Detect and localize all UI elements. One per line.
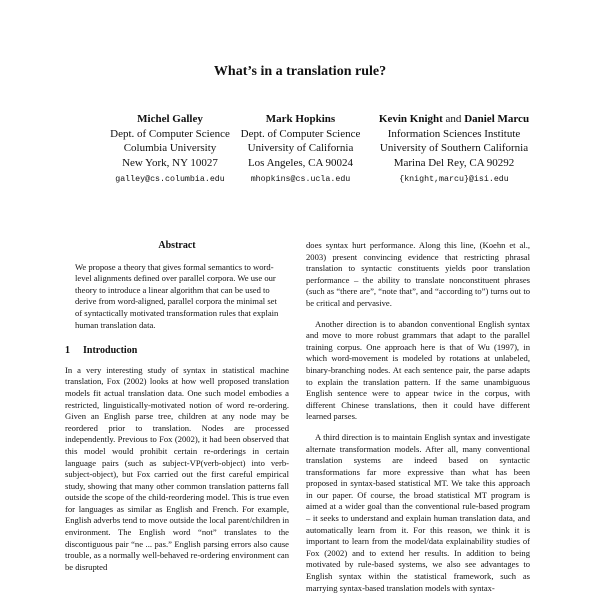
- section-heading-introduction: [65, 345, 289, 357]
- author-affiliation: Dept. of Computer Science: [240, 127, 361, 140]
- intro-paragraph-1: In a very interesting study of syntax in statistical machine translation, Fox (2002) looks at how well proposed translation models fit actual translation data. One such model embodies a restricted, linguistically-motivated notion of word re-ordering. Given an English parse tree, children at any node may be reordered prior to translation. Nodes are processed independently. Previous to Fox (2002), it had been observed that this model would prohibit certain re-orderings in certain language pairs (such as subject-VP(verb-object) into verb-subject-object), but Fox carried out the first careful empirical study, showing that many other common translation patterns fall outside the scope of the child-reordering model. This is true even for languages as similar as English and French. For example, English adverbs tend to move outside the local parent/children in environment. The English word “not” translates to the discontiguous pair “ne ... pas.” English parsing errors also cause trouble, as a normally well-behaved re-ordering environment can be disrupted: [65, 364, 289, 572]
- author-institution: Columbia University: [123, 142, 217, 154]
- author-name-knight: Kevin Knight: [378, 113, 443, 125]
- author-affiliation: Information Sciences Institute: [387, 127, 521, 140]
- author-block-hopkins: [233, 112, 368, 188]
- author-name-marcu: Daniel Marcu: [464, 113, 530, 125]
- author-address: Marina Del Rey, CA 90292: [393, 156, 515, 169]
- right-paragraph-2: Another direction is to abandon conventional English syntax and move to more robust grammars that adapt to the parallel training corpus. One approach here is that of Wu (1997), in which word-movement is modeled by rotations at unlabeled, binary-branching nodes. At each sentence pair, the parse adapts to explain the translation pattern. If the same unambiguous English sentence were to appear twice in the corpus, with different Chinese translations, then it could have different learned parses.: [306, 318, 530, 422]
- author-name: Mark Hopkins: [265, 113, 336, 125]
- author-address: New York, NY 10027: [122, 156, 218, 169]
- section-title: Introduction: [83, 345, 138, 357]
- author-and: and: [445, 113, 462, 125]
- author-affiliation: Dept. of Computer Science: [110, 127, 230, 140]
- abstract-heading: Abstract: [158, 240, 196, 251]
- author-email: {knight,marcu}@isi.edu: [399, 175, 509, 184]
- author-email: mhopkins@cs.ucla.edu: [250, 175, 351, 184]
- author-block-knight-marcu: [364, 112, 544, 188]
- author-email: galley@cs.columbia.edu: [115, 175, 225, 184]
- right-paragraph-1: does syntax hurt performance. Along this line, (Koehn et al., 2003) present convincing evidence that restricting phrasal translation to syntactic constituents yields poor translation performance – the ability to translate nonconstituent phrases (such as “there are”, “note that”, and “according to”) turns out to be critical and pervasive.: [306, 240, 530, 308]
- paper-title: What’s in a translation rule?: [213, 64, 387, 79]
- right-paragraph-3: A third direction is to maintain English syntax and investigate alternate transformation models. After all, many conventional translation systems are indeed based on syntactic transformations far more expressive than what has been proposed in syntax-based statistical MT. We take this approach in our paper. Of course, the broad statistical MT program is aimed at a wider goal than the conventional rule-based program – it seeks to understand and explain human translation data, and automatically learn from it. For this reason, we think it is important to learn from the model/data explainability studies of Fox (2002) and to extend her results. In addition to being motivated by rule-based systems, we also see advantages to English syntax within the statistical framework, such as marrying syntax-based translation models with syntax-: [306, 431, 530, 593]
- right-column: [306, 240, 530, 603]
- abstract-text: We propose a theory that gives formal semantics to word-level alignments defined over parallel corpora. We use our theory to introduce a linear algorithm that can be used to derive from word-aligned, parallel corpora the minimal set of syntactically motivated transformation rules that explain human translation data.: [75, 261, 279, 330]
- author-name: Michel Galley: [137, 113, 203, 125]
- section-number: 1: [65, 345, 70, 357]
- author-institution: University of California: [247, 142, 354, 154]
- author-address: Los Angeles, CA 90024: [247, 156, 354, 169]
- left-column: [65, 240, 289, 582]
- author-names: [364, 112, 544, 127]
- author-institution: University of Southern California: [379, 142, 529, 154]
